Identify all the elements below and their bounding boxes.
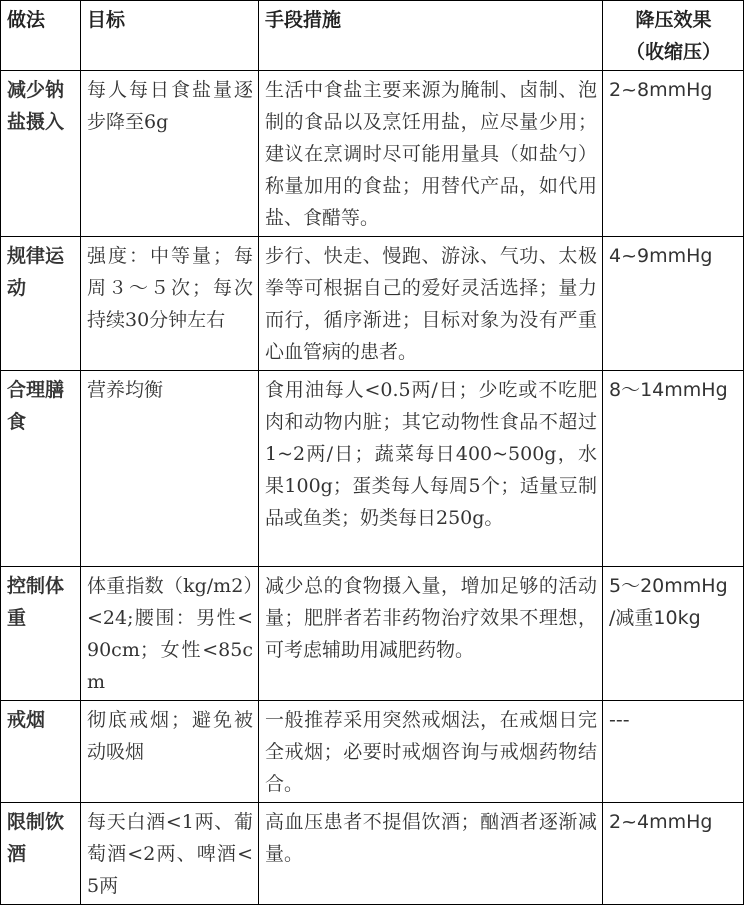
header-goal: 目标 [81,1,259,71]
effect-cell: --- [603,701,744,803]
goal-cell: 每人每日食盐量逐步降至6g [81,71,259,237]
measures-cell: 一般推荐采用突然戒烟法，在戒烟日完全戒烟；必要时戒烟咨询与戒烟药物结合。 [259,701,603,803]
method-cell: 减少钠盐摄入 [1,71,81,237]
method-cell: 合理膳食 [1,371,81,567]
goal-cell: 每天白酒<1两、葡萄酒<2两、啤酒<5两 [81,803,259,905]
measures-cell: 步行、快走、慢跑、游泳、气功、太极拳等可根据自己的爱好灵活选择；量力而行，循序渐进；目标对象为没有严重心血管病的患者。 [259,237,603,371]
header-measures: 手段措施 [259,1,603,71]
table-row [1,567,744,701]
header-effect-line2: （收缩压） [625,41,721,63]
measures-cell: 减少总的食物摄入量，增加足够的活动量；肥胖者若非药物治疗效果不理想，可考虑辅助用减肥药物。 [259,567,603,701]
header-method: 做法 [1,1,81,71]
table-row [1,701,744,803]
table-row [1,237,744,371]
table-row [1,371,744,567]
measures-cell: 食用油每人<0.5两/日；少吃或不吃肥肉和动物内脏；其它动物性食品不超过1~2两/日；蔬菜每日400~500g，水果100g；蛋类每人每周5个；适量豆制品或鱼类；奶类每日250g。 [259,371,603,567]
method-cell: 规律运动 [1,237,81,371]
goal-cell: 彻底戒烟；避免被动吸烟 [81,701,259,803]
goal-cell: 营养均衡 [81,371,259,567]
goal-cell: 体重指数（kg/m2）<24;腰围：男性<90cm；女性<85cm [81,567,259,701]
goal-cell: 强度：中等量；每周３～５次；每次持续30分钟左右 [81,237,259,371]
method-cell: 戒烟 [1,701,81,803]
effect-cell: 2~8mmHg [603,71,744,237]
effect-note: /减重10kg [609,607,701,629]
effect-cell: 2~4mmHg [603,803,744,905]
effect-cell: 8～14mmHg [603,371,744,567]
table-row [1,803,744,905]
effect-cell [603,567,744,701]
measures-cell: 生活中食盐主要来源为腌制、卤制、泡制的食品以及烹饪用盐，应尽量少用；建议在烹调时尽可能用量具（如盐勺）称量加用的食盐；用替代产品，如代用盐、食醋等。 [259,71,603,237]
table-row [1,71,744,237]
measures-cell: 高血压患者不提倡饮酒；酗酒者逐渐减量。 [259,803,603,905]
header-effect-line1: 降压效果 [635,9,712,31]
header-row [1,1,744,71]
method-cell: 限制饮酒 [1,803,81,905]
method-cell: 控制体重 [1,567,81,701]
effect-cell: 4~9mmHg [603,237,744,371]
header-effect [603,1,744,71]
effect-value: 5～20mmHg [609,575,728,597]
